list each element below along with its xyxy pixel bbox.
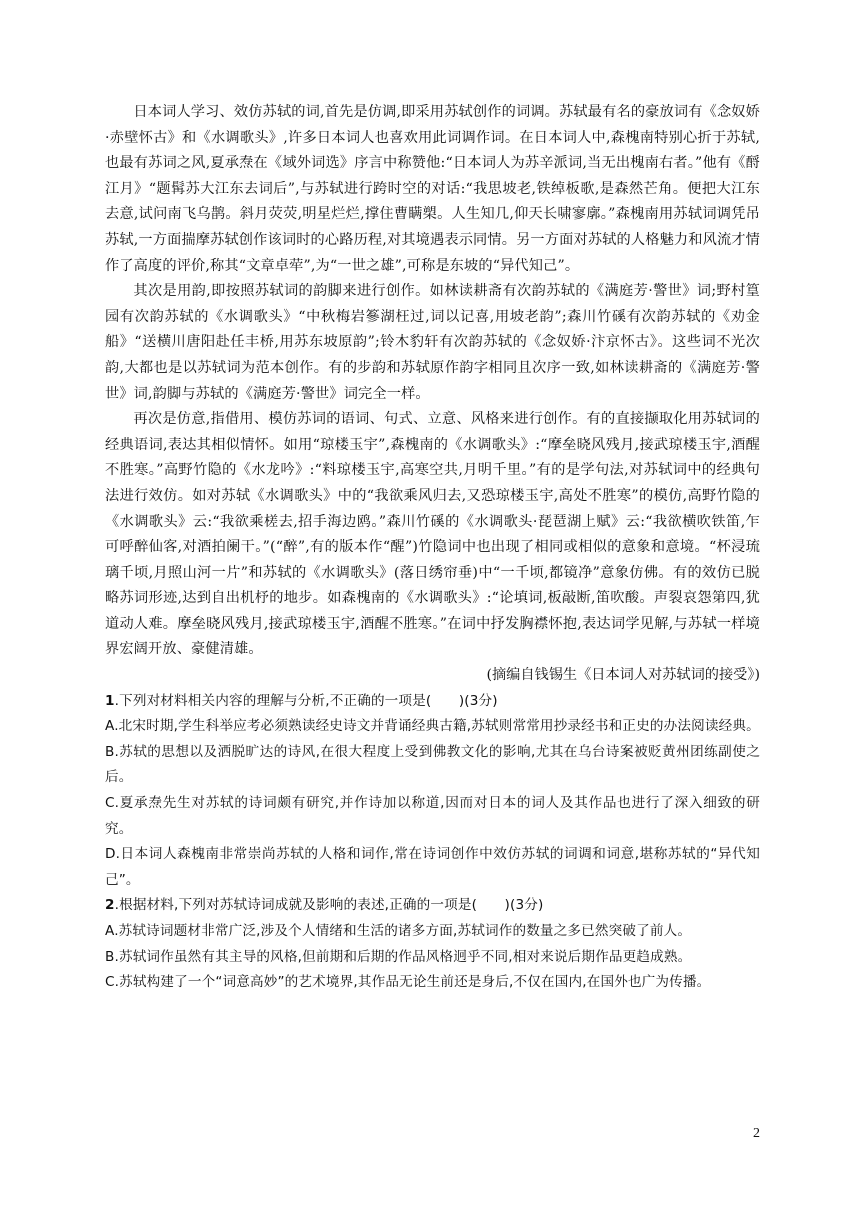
question-1-option-b: B.苏轼的思想以及洒脱旷达的诗风,在很大程度上受到佛教文化的影响,尤其在乌台诗案被贬黄州团练副使之后。 bbox=[105, 743, 760, 786]
article-paragraph-2: 其次是用韵,即按照苏轼词的韵脚来进行创作。如林读耕斋有次韵苏轼的《满庭芳·警世》词;野村篁园有次韵苏轼的《水调歌头》“中秋梅岩篸湖枉过,词以记喜,用坡老韵”;森川竹磎有次韵苏轼的《劝金船》“送横川唐阳赴任丰桥,用苏东坡原韵”;铃木豹轩有次韵苏轼的《念奴娇·汴京怀古》。这些词不光次韵,大都也是以苏轼词为范本创作。有的步韵和苏轼原作韵字相同且次序一致,如林读耕斋的《满庭芳·警世》词,韵脚与苏轼的《满庭芳·警世》词完全一样。 bbox=[105, 283, 760, 402]
question-2-text: .根据材料,下列对苏轼诗词成就及影响的表述,正确的一项是( )(3分) bbox=[114, 897, 544, 914]
question-2-option-a: A.苏轼诗词题材非常广泛,涉及个人情绪和生活的诸多方面,苏轼词作的数量之多已然突破了前人。 bbox=[105, 923, 692, 939]
question-2-number: 2 bbox=[105, 897, 115, 914]
question-1-number: 1 bbox=[105, 692, 115, 709]
question-1-stem bbox=[105, 689, 760, 715]
question-1-option-c: C.夏承焘先生对苏轼的诗词颇有研究,并作诗加以称道,因而对日本的词人及其作品也进行了深入细致的研究。 bbox=[105, 795, 760, 837]
question-2-option-b: B.苏轼词作虽然有其主导的风格,但前期和后期的作品风格迥乎不同,相对来说后期作品更趋成熟。 bbox=[105, 948, 692, 965]
question-2-option-c: C.苏轼构建了一个“词意高妙”的艺术境界,其作品无论生前还是身后,不仅在国内,在国外也广为传播。 bbox=[105, 974, 711, 991]
question-1-text: .下列对材料相关内容的理解与分析,不正确的一项是( )(3分) bbox=[114, 692, 498, 709]
article-paragraph-1: 日本词人学习、效仿苏轼的词,首先是仿调,即采用苏轼创作的词调。苏轼最有名的豪放词有《念奴娇·赤壁怀古》和《水调歌头》,许多日本词人也喜欢用此词调作词。在日本词人中,森槐南特别心折于苏轼,也最有苏词之风,夏承焘在《域外词选》序言中称赞他:“日本词人为苏辛派词,当无出槐南右者。”他有《酹江月》“题髯苏大江东去词后”,与苏轼进行跨时空的对话:“我思坡老,铁绰板歌,是森然芒角。便把大江东去意,试问南飞乌鹊。斜月荧荧,明星烂烂,撑住曹瞒槊。人生知几,仰天长啸寥廓。”森槐南用苏轼词调凭吊苏轼,一方面揣摩苏轼创作该词时的心路历程,对其境遇表示同情。另一方面对苏轼的人格魅力和风流才情作了高度的评价,称其“文章卓荦”,为“一世之雄”,可称是东坡的“异代知己”。 bbox=[105, 104, 760, 274]
question-1-option-d: D.日本词人森槐南非常崇尚苏轼的人格和词作,常在诗词创作中效仿苏轼的词调和词意,堪称苏轼的“异代知己”。 bbox=[105, 846, 760, 888]
document-body bbox=[105, 100, 760, 996]
article-paragraph-3: 再次是仿意,指借用、模仿苏词的语词、句式、立意、风格来进行创作。有的直接撷取化用苏轼词的经典语词,表达其相似情怀。如用“琼楼玉宇”,森槐南的《水调歌头》:“摩垒晓风残月,接武琼楼玉宇,酒醒不胜寒。”高野竹隐的《水龙吟》:“料琼楼玉宇,高寒空共,月明千里。”有的是学句法,对苏轼词中的经典句法进行效仿。如对苏轼《水调歌头》中的“我欲乘风归去,又恐琼楼玉宇,高处不胜寒”的模仿,高野竹隐的《水调歌头》云:“我欲乘槎去,招手海边鸥。”森川竹磎的《水调歌头·琵琶湖上赋》云:“我欲横吹铁笛,乍可呼醉仙客,对酒拍阑干。”(“醉”,有的版本作“醒”)竹隐词中也出现了相同或相似的意象和意境。“杯浸琉璃千顷,月照山河一片”和苏轼的《水调歌头》(落日绣帘垂)中“一千顷,都镜净”意象仿佛。有的效仿已脱略苏词形迹,达到自出机杼的地步。如森槐南的《水调歌头》:“论填词,板敲断,笛吹酸。声裂哀怨第四,犹道动人难。摩垒晓风残月,接武琼楼玉宇,酒醒不胜寒。”在词中抒发胸襟怀抱,表达词学见解,与苏轼一样境界宏阔开放、豪健清雄。 bbox=[105, 411, 760, 658]
question-1-option-a: A.北宋时期,学生科举应考必须熟读经史诗文并背诵经典古籍,苏轼则常常用抄录经书和正史的办法阅读经典。 bbox=[105, 718, 760, 735]
page-number: 2 bbox=[753, 1126, 760, 1141]
article-source: (摘编自钱锡生《日本词人对苏轼词的接受》) bbox=[486, 667, 760, 684]
question-2-stem bbox=[105, 893, 760, 919]
